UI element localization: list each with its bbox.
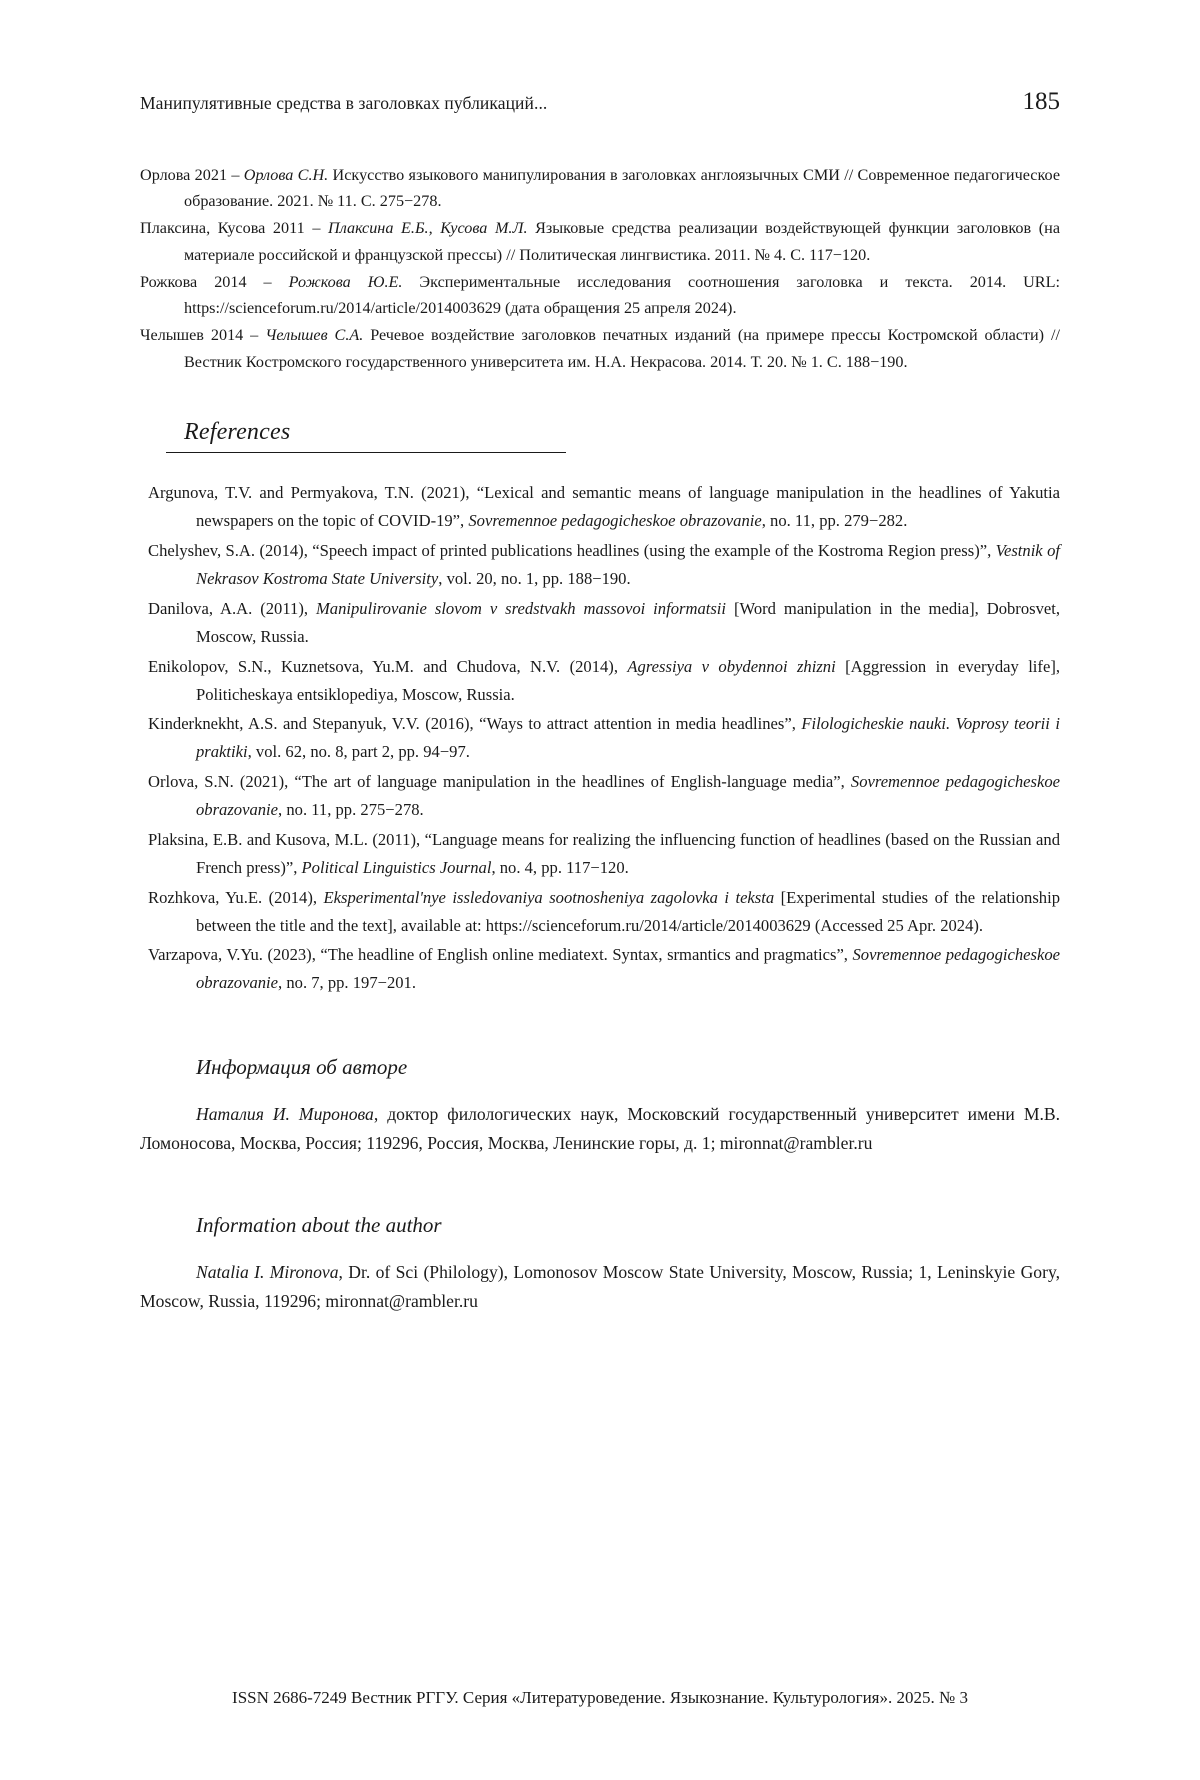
reference-source-italic: Eksperimental'nye issledovaniya sootnosheniya zagolovka i teksta [323,887,775,907]
list-item [148,768,1060,824]
list-item [148,826,1060,882]
reference-author-italic: Орлова С.Н. [243,166,329,184]
reference-source-italic: Vestnik of Nekrasov Kostroma State University [196,541,1060,589]
list-item [140,322,1060,374]
reference-author-italic: Плаксина Е.Б., Кусова М.Л. [328,219,528,238]
reference-part2: , no. 4, pp. 117−120. [491,857,629,877]
reference-part1: Orlova, S.N. (2021), “The art of language manipulation in the headlines of English-language media”, [148,772,851,792]
author-details-en: , Dr. of Sci (Philology), Lomonosov Moscow State University, Moscow, Russia; 1, Leninskyie Gory, Moscow, Russia, 119296; mironnat@rambler.ru [140,1261,1061,1311]
reference-source-italic: Filologicheskie nauki. Voprosy teorii i praktiki [196,714,1060,762]
reference-part1: Danilova, A.A. (2011), [148,598,316,618]
list-item [148,595,1060,651]
running-head [140,88,1060,116]
reference-source-italic: Sovremennoe pedagogicheskoe obrazovanie [196,772,1060,820]
reference-part2: [Word manipulation in the media], Dobrosvet, Moscow, Russia. [196,598,1061,646]
reference-lead: Плаксина, Кусова 2011 – [140,219,329,238]
reference-part2: , no. 7, pp. 197−201. [278,973,417,993]
reference-rest: Речевое воздействие заголовков печатных изданий (на примере прессы Костромской области) // Вестник Костромского государственного университета им. Н.А. Некрасова. 2014. Т. 20. № 1. С. 188−190. [184,326,1060,371]
reference-part1: Chelyshev, S.A. (2014), “Speech impact of printed publications headlines (using the example of the Kostroma Region press)”, [148,541,996,561]
reference-part1: Plaksina, E.B. and Kusova, M.L. (2011), “Language means for realizing the influencing function of headlines (based on the Russian and French press)”, [148,829,1060,877]
page-number: 185 [1022,88,1060,115]
list-item [148,941,1060,997]
reference-source-italic: Sovremennoe pedagogicheskoe obrazovanie [196,945,1061,993]
list-item [148,653,1060,709]
reference-part2: [Experimental studies of the relationship between the title and the text], available at: https://scienceforum.ru/2014/article/2014003629 (Accessed 25 Apr. 2024). [196,887,1060,935]
reference-part1: Rozhkova, Yu.E. (2014), [148,887,324,907]
list-item [140,215,1060,267]
list-item [148,884,1060,940]
russian-reference-list [140,162,1060,375]
reference-part1: Varzapova, V.Yu. (2023), “The headline of English online mediatext. Syntax, srmantics and pragmatics”, [148,945,853,965]
reference-lead: Рожкова 2014 – [140,272,289,291]
reference-part2: , vol. 20, no. 1, pp. 188−190. [438,569,631,589]
author-name-en: Natalia I. Mironova [196,1261,339,1282]
reference-part2: , vol. 62, no. 8, part 2, pp. 94−97. [247,742,470,762]
reference-part2: , no. 11, pp. 275−278. [278,800,424,820]
reference-part2: , no. 11, pp. 279−282. [761,511,908,531]
english-reference-list [140,479,1060,997]
references-heading: References [184,418,291,445]
author-name-ru: Наталия И. Миронова [196,1104,374,1125]
running-head-title: Манипулятивные средства в заголовках публикаций... [140,93,548,113]
list-item [148,710,1060,766]
author-info-en-heading: Information about the author [196,1212,442,1237]
reference-source-italic: Political Linguistics Journal [301,857,492,877]
reference-lead: Орлова 2021 – [140,166,244,184]
reference-author-italic: Рожкова Ю.Е. [288,272,403,291]
reference-rest: Искусство языкового манипулирования в заголовках англоязычных СМИ // Современное педагогическое образование. 2021. № 11. С. 275−278. [184,166,1061,211]
reference-rest: Экспериментальные исследования соотношения заголовка и текста. 2014. URL: https://scienceforum.ru/2014/article/2014003629 (дата обращения 25 апреля 2024). [184,272,1060,318]
reference-source-italic: Sovremennoe pedagogicheskoe obrazovanie [468,511,762,531]
author-info-ru-body [140,1100,1060,1158]
section-divider [166,452,566,454]
reference-part2: [Aggression in everyday life], Politicheskaya entsiklopediya, Moscow, Russia. [196,656,1060,704]
reference-part1: Enikolopov, S.N., Kuznetsova, Yu.M. and Chudova, N.V. (2014), [148,656,628,676]
list-item [148,537,1060,593]
reference-source-italic: Manipulirovanie slovom v sredstvakh massovoi informatsii [315,598,727,618]
author-info-ru-heading: Информация об авторе [196,1055,408,1080]
list-item [140,269,1060,321]
reference-source-italic: Agressiya v obydennoi zhizni [627,656,836,676]
reference-rest: Языковые средства реализации воздействующей функции заголовков (на материале российской и французской прессы) // Политическая лингвистика. 2011. № 4. С. 117−120. [184,219,1061,264]
author-details-ru: , доктор филологических наук, Московский государственный университет имени М.В. Ломоносова, Москва, Россия; 119296, Россия, Москва, Ленинские горы, д. 1; mironnat@rambler.ru [140,1104,1061,1154]
list-item [148,479,1060,535]
reference-part1: Kinderknekht, A.S. and Stepanyuk, V.V. (2016), “Ways to attract attention in media headlines”, [148,714,802,734]
reference-author-italic: Челышев С.А. [265,326,364,345]
author-info-en-body [140,1258,1060,1316]
reference-part1: Argunova, T.V. and Permyakova, T.N. (2021), “Lexical and semantic means of language manipulation in the headlines of Yakutia newspapers on the topic of COVID-19”, [148,483,1060,531]
reference-lead: Челышев 2014 – [140,326,266,345]
page-footer: ISSN 2686-7249 Вестник РГГУ. Серия «Литературоведение. Языкознание. Культурология». 2025. № 3 [232,1688,968,1707]
list-item [140,162,1060,214]
